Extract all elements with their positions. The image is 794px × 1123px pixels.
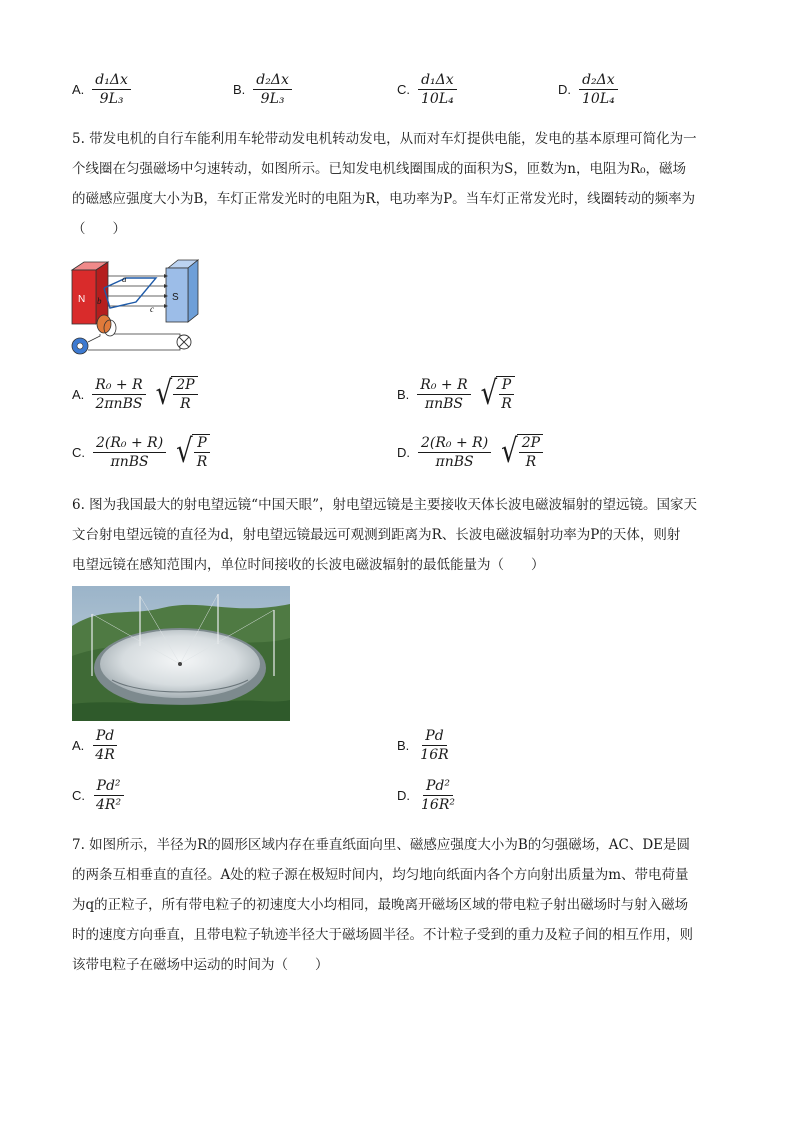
option-letter: B. — [397, 386, 410, 402]
q7-stem — [72, 830, 724, 980]
q6-option-d[interactable] — [397, 778, 458, 813]
label-n: N — [78, 294, 86, 305]
option-letter: C. — [397, 82, 410, 98]
q5-line: 个线圈在匀强磁场中匀速转动，如图所示。已知发电机线圈围成的面积为S，匝数为n，电阻为R₀，磁场 — [72, 161, 687, 177]
option-letter: C. — [72, 444, 85, 460]
option-fraction: $\frac{\text{2(R₀ + R)}}{\text{πnBS}}$ — [418, 435, 491, 470]
option-fraction: $\frac{\text{Pd²}}{\text{16R²}}$ — [421, 778, 455, 814]
q6-stem — [72, 490, 724, 580]
option-fraction: $\frac{\text{2(R₀ + R)}}{\text{πnBS}}$ — [93, 435, 166, 470]
option-letter: C. — [72, 788, 85, 804]
label-c: c — [150, 304, 154, 314]
option-fraction: $\frac{\text{d₁Δx}}{\text{9L₃}}$ — [92, 72, 131, 107]
q5-stem — [72, 124, 724, 244]
q7-line: 的两条互相垂直的直径。A处的粒子源在极短时间内，均匀地向纸面内各个方向射出质量为m、带电荷量 — [72, 867, 689, 883]
q4-option-b[interactable] — [233, 72, 292, 107]
sqrt-symbol: √ $\frac{2P}{R}$ — [156, 376, 198, 412]
option-letter: A. — [72, 386, 85, 402]
option-letter: B. — [233, 82, 246, 98]
telescope-photo — [72, 586, 290, 721]
q5-line: 5. 带发电机的自行车能利用车轮带动发电机转动发电，从而对车灯提供电能，发电的基本原理可简化为一 — [72, 131, 697, 147]
option-fraction: $\frac{\text{R₀ + R}}{\text{πnBS}}$ — [417, 377, 470, 412]
q5-option-d[interactable] — [397, 434, 543, 470]
q6-option-c[interactable] — [72, 778, 124, 813]
q6-line: 文台射电望远镜的直径为d，射电望远镜最远可观测到距离为R、长波电磁波辐射功率为P的天体，则射 — [72, 527, 681, 543]
option-fraction: $\frac{\text{d₂Δx}}{\text{9L₃}}$ — [253, 72, 292, 107]
option-letter: A. — [72, 82, 85, 98]
sqrt-symbol: √ $\frac{P}{R}$ — [176, 434, 210, 470]
generator-figure — [70, 258, 202, 362]
q7-line: 时的速度方向垂直，且带电粒子轨迹半径大于磁场圆半径。不计粒子受到的重力及粒子间的相互作用，则 — [72, 927, 693, 943]
option-fraction: $\frac{\text{Pd²}}{\text{4R²}}$ — [93, 778, 124, 813]
option-fraction: $\frac{Pd}{4R}$ — [92, 728, 117, 763]
label-s: S — [172, 292, 179, 303]
label-a: a — [122, 274, 127, 284]
option-fraction: $\frac{\text{R₀ + R}}{\text{2πnBS}}$ — [92, 377, 145, 412]
q4-option-a[interactable] — [72, 72, 131, 107]
q5-option-c[interactable] — [72, 434, 210, 470]
q7-line: 为q的正粒子，所有带电粒子的初速度大小均相同，最晚离开磁场区域的带电粒子射出磁场时与射入磁场 — [72, 897, 689, 913]
q5-option-a[interactable] — [72, 376, 198, 412]
option-letter: D. — [397, 788, 410, 804]
sqrt-symbol: √ $\frac{P}{R}$ — [481, 376, 515, 412]
option-fraction: $\frac{\text{d₁Δx}}{\text{10L₄}}$ — [418, 72, 457, 107]
q6-line: 电望远镜在感知范围内，单位时间接收的长波电磁波辐射的最低能量为（ ） — [72, 557, 545, 573]
q5-option-b[interactable] — [397, 376, 515, 412]
option-fraction: $\frac{Pd}{16R}$ — [420, 728, 449, 764]
option-letter: B. — [397, 738, 410, 754]
option-letter: D. — [397, 444, 410, 460]
q6-option-a[interactable] — [72, 728, 118, 763]
q7-line: 7. 如图所示，半径为R的圆形区域内存在垂直纸面向里、磁感应强度大小为B的匀强磁场，AC、DE是圆 — [72, 837, 691, 853]
q4-option-d[interactable] — [558, 72, 618, 107]
label-b: b — [97, 296, 102, 306]
q5-line: （ ） — [72, 221, 126, 237]
q5-line: 的磁感应强度大小为B，车灯正常发光时的电阻为R，电功率为P。当车灯正常发光时，线圈转动的频率为 — [72, 191, 696, 207]
option-letter: D. — [558, 82, 571, 98]
q6-option-b[interactable] — [397, 728, 452, 763]
option-letter: A. — [72, 738, 85, 754]
option-fraction: $\frac{\text{d₂Δx}}{\text{10L₄}}$ — [579, 72, 618, 107]
q7-line: 该带电粒子在磁场中运动的时间为（ ） — [72, 957, 329, 973]
sqrt-symbol: √ $\frac{2P}{R}$ — [501, 434, 543, 470]
q4-option-c[interactable] — [397, 72, 457, 107]
q6-line: 6. 图为我国最大的射电望远镜“中国天眼”，射电望远镜是主要接收天体长波电磁波辐射的望远镜。国家天 — [72, 497, 697, 513]
